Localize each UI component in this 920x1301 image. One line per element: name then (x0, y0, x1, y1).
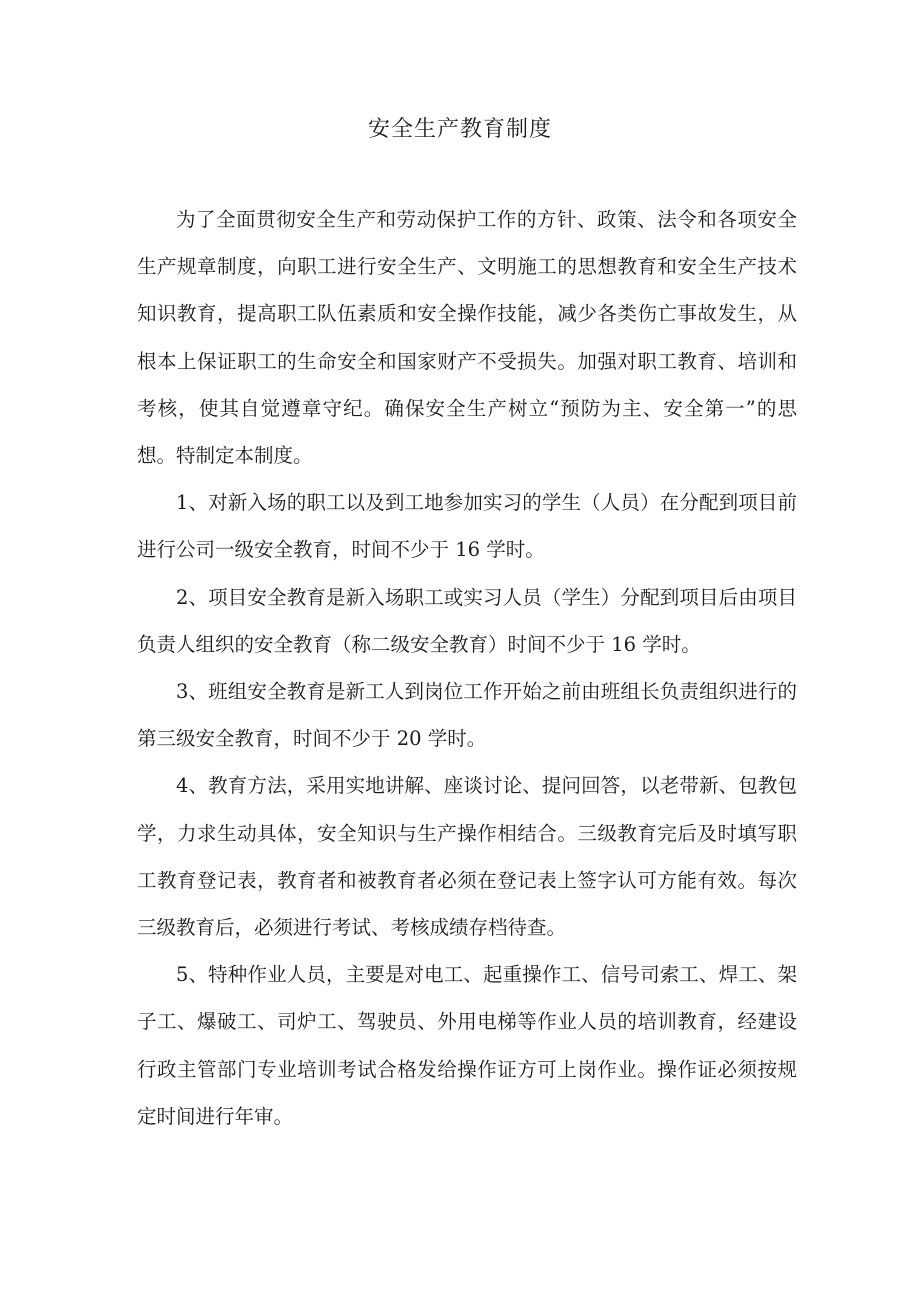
clause-4-paragraph: 4、教育方法，采用实地讲解、座谈讨论、提问回答，以老带新、包教包学，力求生动具体，安全知识与生产操作相结合。三级教育完后及时填写职工教育登记表，教育者和被教育者必须在登记表上签字认可方能有效。每次三级教育后，必须进行考试、考核成绩存档待查。 (137, 774, 797, 940)
clause-1-paragraph: 1、对新入场的职工以及到工地参加实习的学生（人员）在分配到项目前进行公司一级安全教育，时间不少于 16 学时。 (137, 491, 797, 562)
document-title: 安全生产教育制度 (367, 117, 552, 142)
intro-paragraph: 为了全面贯彻安全生产和劳动保护工作的方针、政策、法令和各项安全生产规章制度，向职工进行安全生产、文明施工的思想教育和安全生产技术知识教育，提高职工队伍素质和安全操作技能，减少各类伤亡事故发生，从根本上保证职工的生命安全和国家财产不受损失。加强对职工教育、培训和考核，使其自觉遵章守纪。确保安全生产树立“预防为主、安全第一”的思想。特制定本制度。 (137, 208, 797, 468)
clause-3-paragraph: 3、班组安全教育是新工人到岗位工作开始之前由班组长负责组织进行的第三级安全教育，时间不少于 20 学时。 (137, 680, 797, 751)
clause-2-paragraph: 2、项目安全教育是新入场职工或实习人员（学生）分配到项目后由项目负责人组织的安全教育（称二级安全教育）时间不少于 16 学时。 (137, 585, 797, 656)
clause-5-paragraph: 5、特种作业人员，主要是对电工、起重操作工、信号司索工、焊工、架子工、爆破工、司炉工、驾驶员、外用电梯等作业人员的培训教育，经建设行政主管部门专业培训考试合格发给操作证方可上岗作业。操作证必须按规定时间进行年审。 (137, 963, 797, 1128)
document-body (137, 196, 797, 1140)
